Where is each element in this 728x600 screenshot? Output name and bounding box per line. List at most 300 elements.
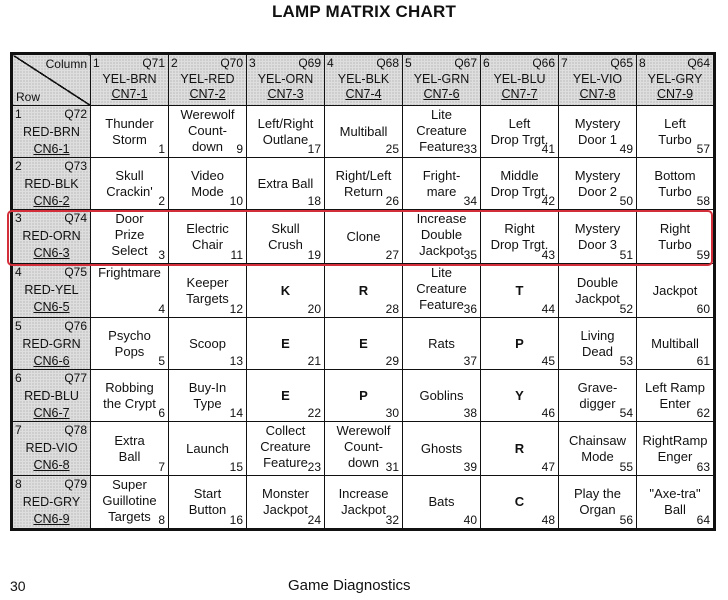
lamp-number: 21	[307, 354, 321, 368]
lamp-label-line: Multiball	[339, 123, 388, 139]
lamp-number: 28	[385, 302, 399, 316]
lamp-label-line: Scoop	[189, 335, 226, 351]
lamp-number: 23	[307, 460, 321, 474]
column-transistor: Q71	[142, 56, 165, 70]
lamp-label-line: Pops	[114, 343, 145, 359]
lamp-number: 11	[230, 248, 243, 262]
lamp-label-line: down	[347, 455, 380, 470]
column-wiring	[559, 72, 636, 102]
lamp-label-line: Prize	[114, 227, 145, 242]
column-transistor: Q65	[610, 56, 633, 70]
lamp-label	[481, 441, 558, 457]
lamp-cell	[403, 158, 481, 210]
lamp-cell	[637, 422, 715, 476]
lamp-cell	[247, 158, 325, 210]
lamp-number: 34	[463, 194, 477, 208]
lamp-number: 8	[158, 513, 165, 527]
lamp-label-line: Jackpot	[341, 502, 386, 517]
row-header-2	[12, 158, 91, 210]
row-number: 6	[15, 371, 22, 385]
lamp-label-line: P	[515, 335, 524, 351]
lamp-label-line: Extra	[114, 432, 145, 448]
lamp-label-line: Enter	[659, 395, 691, 411]
lamp-label-line: Mystery	[574, 167, 621, 183]
lamp-label-line: Goblins	[419, 387, 464, 403]
lamp-label-line: Targets	[108, 509, 151, 524]
lamp-number: 45	[541, 354, 555, 368]
row-transistor: Q75	[64, 265, 87, 279]
column-number: 2	[171, 56, 178, 70]
lamp-label	[91, 265, 168, 281]
lamp-number: 2	[158, 194, 165, 208]
matrix-row-1	[12, 106, 715, 158]
lamp-label-line: E	[359, 335, 368, 351]
lamp-label-line: Storm	[112, 131, 147, 147]
lamp-cell	[247, 422, 325, 476]
lamp-label-line: Door 1	[577, 131, 618, 147]
column-connector: CN7-9	[656, 87, 694, 101]
lamp-label-line: R	[514, 440, 525, 456]
column-wire-color: YEL-BRN	[102, 72, 157, 86]
row-wiring	[13, 388, 90, 422]
row-number: 8	[15, 477, 22, 491]
row-wiring	[13, 228, 90, 262]
lamp-number: 50	[619, 194, 633, 208]
column-header-4	[325, 54, 403, 106]
lamp-cell	[637, 158, 715, 210]
lamp-label-line: Middle	[500, 167, 539, 183]
column-transistor: Q66	[532, 56, 555, 70]
lamp-number: 54	[619, 406, 633, 420]
row-wire-color: RED-GRN	[22, 337, 81, 351]
row-connector: CN6-2	[33, 194, 70, 208]
column-wire-color: YEL-VIO	[572, 72, 623, 86]
lamp-label-line: RightRamp	[642, 432, 708, 448]
lamp-number: 22	[307, 406, 321, 420]
column-wire-color: YEL-BLK	[337, 72, 390, 86]
lamp-label-line: Drop Trgt.	[490, 131, 549, 147]
lamp-label-line: Door 2	[577, 183, 618, 199]
row-transistor: Q78	[64, 423, 87, 437]
lamp-label-line: Turbo	[658, 183, 692, 199]
lamp-label	[637, 283, 713, 299]
lamp-label-line: Creature	[260, 439, 311, 454]
row-transistor: Q74	[64, 211, 87, 225]
lamp-number: 36	[463, 302, 477, 316]
lamp-number: 32	[385, 513, 399, 527]
lamp-label-line: Collect	[265, 423, 306, 438]
lamp-cell	[325, 476, 403, 530]
column-header-1	[91, 54, 169, 106]
lamp-cell	[91, 210, 169, 264]
lamp-cell	[559, 422, 637, 476]
column-wire-color: YEL-BLU	[493, 72, 546, 86]
lamp-label	[325, 124, 402, 140]
column-header-5	[403, 54, 481, 106]
row-header-6	[12, 370, 91, 422]
lamp-number: 46	[541, 406, 555, 420]
lamp-number: 61	[696, 354, 710, 368]
lamp-cell	[247, 264, 325, 318]
row-number: 4	[15, 265, 22, 279]
lamp-label-line: Ghosts	[420, 440, 463, 456]
row-axis-label: Row	[16, 90, 41, 104]
lamp-label-line: Clone	[346, 228, 381, 244]
column-transistor: Q67	[454, 56, 477, 70]
lamp-label	[169, 441, 246, 457]
lamp-label-line: Creature	[416, 281, 467, 296]
lamp-label	[325, 283, 402, 299]
lamp-cell	[325, 158, 403, 210]
lamp-cell	[637, 318, 715, 370]
lamp-label	[403, 336, 480, 352]
lamp-number: 47	[541, 460, 555, 474]
lamp-label-line: Y	[515, 387, 524, 403]
column-connector: CN7-6	[423, 87, 460, 101]
lamp-cell	[559, 370, 637, 422]
lamp-cell	[247, 318, 325, 370]
lamp-cell	[169, 370, 247, 422]
lamp-number: 51	[619, 248, 633, 262]
lamp-label	[403, 494, 480, 510]
matrix-row-2	[12, 158, 715, 210]
lamp-cell	[325, 264, 403, 318]
lamp-label-line: Turbo	[658, 131, 692, 147]
lamp-label-line: Enger	[657, 448, 693, 464]
lamp-label-line: Jackpot	[575, 290, 620, 306]
row-connector: CN6-1	[33, 142, 70, 156]
lamp-label-line: Robbing	[105, 379, 154, 395]
lamp-label-line: Play the	[574, 486, 621, 501]
lamp-label-line: Right/Left	[335, 167, 392, 183]
column-wiring	[91, 72, 168, 102]
lamp-label-line: Return	[343, 183, 384, 199]
lamp-label-line: Increase	[338, 486, 389, 501]
lamp-label	[325, 388, 402, 404]
lamp-label-line: Multiball	[651, 335, 699, 351]
row-header-5	[12, 318, 91, 370]
lamp-number: 15	[229, 460, 243, 474]
lamp-label-line: Crush	[268, 236, 303, 252]
lamp-number: 35	[463, 248, 477, 262]
lamp-number: 42	[541, 194, 555, 208]
lamp-label-line: Chainsaw	[568, 432, 627, 448]
lamp-number: 27	[385, 248, 399, 262]
lamp-label-line: Guillotine	[102, 493, 157, 508]
lamp-number: 26	[385, 194, 399, 208]
column-connector: CN7-4	[345, 87, 382, 101]
column-wire-color: YEL-ORN	[257, 72, 314, 86]
lamp-number: 48	[541, 513, 555, 527]
lamp-label-line: K	[280, 282, 291, 298]
lamp-label-line: Left/Right	[257, 115, 314, 131]
lamp-number: 52	[619, 302, 633, 316]
lamp-label	[91, 380, 168, 412]
row-wire-color: RED-YEL	[24, 283, 79, 297]
column-wiring	[403, 72, 480, 102]
lamp-label-line: Left	[664, 115, 686, 131]
lamp-cell	[559, 476, 637, 530]
lamp-label	[247, 336, 324, 352]
lamp-cell	[637, 106, 715, 158]
column-connector: CN7-1	[111, 87, 148, 101]
lamp-label-line: Door 3	[577, 236, 618, 252]
lamp-label-line: Video	[190, 167, 224, 183]
lamp-number: 5	[158, 354, 165, 368]
column-wiring	[169, 72, 246, 102]
lamp-label-line: Dead	[581, 343, 614, 359]
column-number: 8	[639, 56, 646, 70]
lamp-label-line: Launch	[186, 440, 229, 456]
lamp-matrix-table	[10, 52, 716, 531]
row-header-4	[12, 264, 91, 318]
lamp-cell	[559, 158, 637, 210]
column-number: 6	[483, 56, 490, 70]
lamp-cell	[91, 476, 169, 530]
lamp-cell	[403, 264, 481, 318]
lamp-cell	[325, 422, 403, 476]
lamp-label	[91, 328, 168, 360]
lamp-number: 14	[229, 406, 243, 420]
lamp-label	[91, 433, 168, 465]
lamp-label	[91, 211, 168, 259]
page-number: 30	[10, 578, 26, 594]
row-transistor: Q73	[64, 159, 87, 173]
lamp-number: 33	[463, 142, 477, 156]
row-transistor: Q76	[64, 319, 87, 333]
lamp-label-line: Extra Ball	[257, 175, 314, 191]
lamp-number: 64	[696, 513, 710, 527]
lamp-cell	[481, 158, 559, 210]
lamp-label-line: Jackpot	[652, 282, 698, 298]
lamp-number: 55	[619, 460, 633, 474]
lamp-label-line: Right	[659, 220, 691, 236]
lamp-number: 6	[158, 406, 165, 420]
row-header-7	[12, 422, 91, 476]
lamp-label-line: P	[359, 387, 368, 403]
lamp-cell	[481, 370, 559, 422]
lamp-label-line: Skull	[115, 167, 144, 183]
lamp-label-line: Lite	[431, 107, 452, 122]
lamp-number: 29	[385, 354, 399, 368]
lamp-label	[403, 441, 480, 457]
lamp-label	[247, 176, 324, 192]
column-wiring	[481, 72, 558, 102]
lamp-label	[481, 494, 558, 510]
lamp-cell	[91, 370, 169, 422]
column-transistor: Q68	[376, 56, 399, 70]
lamp-cell	[481, 210, 559, 264]
lamp-label-line: Feature	[263, 455, 308, 470]
row-number: 5	[15, 319, 22, 333]
lamp-number: 49	[619, 142, 633, 156]
lamp-label-line: Mode	[581, 448, 614, 464]
lamp-label	[169, 107, 246, 155]
lamp-cell	[247, 106, 325, 158]
row-wiring	[13, 124, 90, 158]
lamp-label-line: Start	[193, 486, 222, 501]
lamp-number: 24	[307, 513, 321, 527]
lamp-cell	[559, 106, 637, 158]
lamp-label-line: Increase	[416, 211, 467, 226]
lamp-label-line: C	[514, 494, 525, 509]
lamp-cell	[403, 370, 481, 422]
column-header-7	[559, 54, 637, 106]
lamp-number: 53	[619, 354, 633, 368]
row-number: 1	[15, 107, 22, 121]
lamp-cell	[325, 370, 403, 422]
lamp-label	[91, 116, 168, 148]
lamp-number: 40	[463, 513, 477, 527]
column-connector: CN7-2	[189, 87, 226, 101]
lamp-cell	[637, 210, 715, 264]
lamp-number: 25	[385, 142, 399, 156]
lamp-cell	[403, 106, 481, 158]
lamp-label-line: R	[358, 282, 369, 298]
lamp-cell	[481, 106, 559, 158]
lamp-label-line: Select	[111, 243, 148, 258]
lamp-number: 39	[463, 460, 477, 474]
lamp-cell	[403, 476, 481, 530]
lamp-cell	[403, 422, 481, 476]
lamp-label-line: Organ	[579, 502, 616, 517]
lamp-label	[247, 283, 324, 299]
column-wire-color: YEL-RED	[180, 72, 235, 86]
lamp-number: 31	[385, 460, 399, 474]
lamp-cell	[247, 370, 325, 422]
lamp-number: 4	[158, 302, 165, 316]
row-wiring	[13, 440, 90, 474]
lamp-label	[481, 283, 558, 299]
lamp-label-line: Psycho	[108, 327, 151, 343]
row-connector: CN6-9	[33, 512, 70, 526]
lamp-number: 12	[229, 302, 243, 316]
lamp-label-line: Thunder	[105, 115, 154, 131]
lamp-label-line: Double	[576, 274, 619, 290]
lamp-cell	[559, 318, 637, 370]
lamp-label-line: Crackin'	[106, 183, 153, 199]
column-transistor: Q70	[220, 56, 243, 70]
lamp-label-line: Fright-	[422, 167, 461, 183]
matrix-row-4	[12, 264, 715, 318]
row-wiring	[13, 494, 90, 528]
lamp-label-line: Mystery	[574, 115, 621, 131]
column-connector: CN7-3	[267, 87, 304, 101]
row-number: 2	[15, 159, 22, 173]
lamp-number: 60	[696, 302, 710, 316]
lamp-label-line: Jackpot	[263, 502, 308, 517]
lamp-cell	[91, 158, 169, 210]
lamp-label-line: down	[191, 139, 224, 154]
lamp-label	[91, 168, 168, 200]
column-transistor: Q64	[687, 56, 710, 70]
lamp-label-line: Jackpot	[419, 243, 464, 258]
lamp-label	[169, 336, 246, 352]
row-wire-color: RED-BRN	[23, 125, 80, 139]
lamp-number: 59	[696, 248, 710, 262]
column-header-3	[247, 54, 325, 106]
lamp-cell	[169, 264, 247, 318]
lamp-number: 63	[696, 460, 710, 474]
lamp-label-line: Werewolf	[180, 107, 235, 122]
lamp-cell	[325, 318, 403, 370]
lamp-label-line: Keeper	[186, 274, 229, 290]
lamp-cell	[247, 476, 325, 530]
column-number: 7	[561, 56, 568, 70]
row-wire-color: RED-BLU	[24, 389, 79, 403]
row-connector: CN6-7	[33, 406, 70, 420]
lamp-number: 38	[463, 406, 477, 420]
lamp-cell	[559, 264, 637, 318]
row-connector: CN6-6	[33, 354, 70, 368]
lamp-label-line: Frightmare	[98, 265, 161, 280]
lamp-number: 9	[236, 142, 243, 156]
lamp-cell	[559, 210, 637, 264]
lamp-label-line: Lite	[431, 265, 452, 280]
lamp-label	[325, 336, 402, 352]
lamp-label	[91, 477, 168, 525]
matrix-row-5	[12, 318, 715, 370]
lamp-label-line: Mystery	[574, 220, 621, 236]
lamp-label-line: Bats	[428, 494, 455, 509]
lamp-label	[481, 336, 558, 352]
lamp-label-line: Monster	[262, 486, 309, 501]
lamp-number: 56	[619, 513, 633, 527]
lamp-label-line: Double	[420, 227, 463, 242]
row-number: 7	[15, 423, 22, 437]
lamp-label-line: Chair	[191, 236, 224, 252]
matrix-row-6	[12, 370, 715, 422]
lamp-label-line: Skull	[271, 220, 300, 236]
lamp-cell	[169, 106, 247, 158]
page-title: LAMP MATRIX CHART	[271, 2, 457, 21]
column-connector: CN7-8	[579, 87, 616, 101]
row-wire-color: RED-VIO	[25, 441, 78, 455]
lamp-label-line: "Axe-tra"	[649, 486, 701, 501]
lamp-cell	[325, 106, 403, 158]
lamp-cell	[403, 210, 481, 264]
lamp-label-line: Turbo	[658, 236, 692, 252]
lamp-number: 30	[385, 406, 399, 420]
lamp-cell	[481, 264, 559, 318]
lamp-label-line: Right	[504, 220, 535, 236]
corner-header-cell	[12, 54, 91, 106]
lamp-label-line: Drop Trgt.	[490, 236, 549, 252]
lamp-label-line: Electric	[186, 220, 229, 236]
column-header-8	[637, 54, 715, 106]
lamp-cell	[637, 476, 715, 530]
lamp-number: 44	[541, 302, 555, 316]
lamp-cell	[169, 476, 247, 530]
row-header-8	[12, 476, 91, 530]
lamp-label-line: T	[515, 282, 524, 298]
row-number: 3	[15, 211, 22, 225]
lamp-number: 1	[158, 142, 165, 156]
row-wire-color: RED-ORN	[22, 229, 81, 243]
row-header-3	[12, 210, 91, 264]
lamp-label	[325, 229, 402, 245]
lamp-label	[247, 388, 324, 404]
lamp-number: 16	[229, 513, 243, 527]
lamp-cell	[169, 210, 247, 264]
lamp-cell	[637, 264, 715, 318]
lamp-cell	[91, 318, 169, 370]
column-wire-color: YEL-GRN	[413, 72, 470, 86]
row-wire-color: RED-BLK	[24, 177, 79, 191]
lamp-label-line: Ball	[664, 502, 686, 517]
column-wiring	[637, 72, 713, 102]
lamp-label-line: Left	[508, 115, 531, 131]
